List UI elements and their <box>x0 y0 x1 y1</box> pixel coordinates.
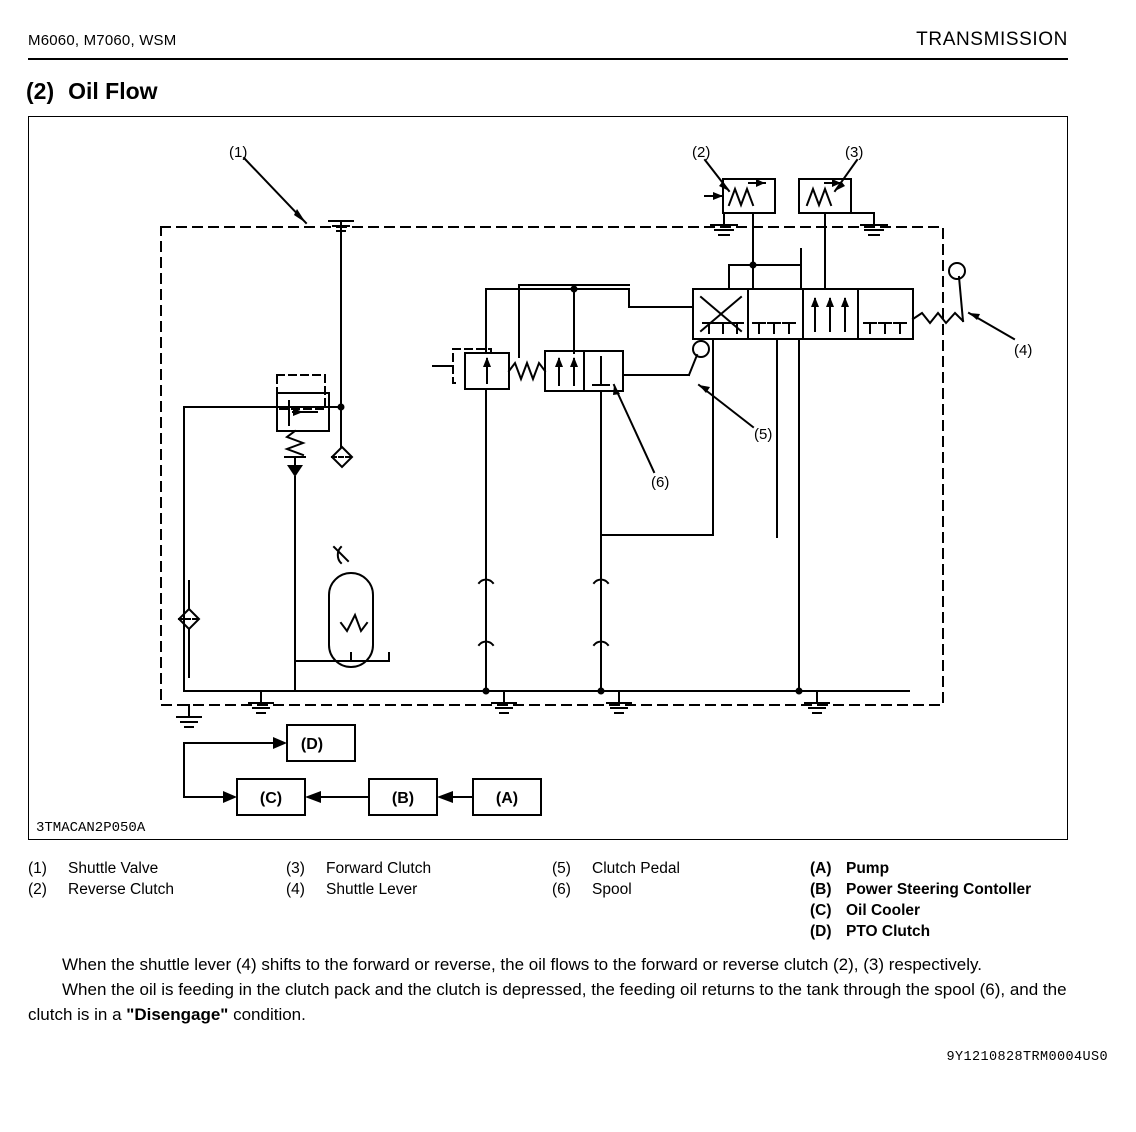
paragraph-2-part-2: condition. <box>228 1005 306 1024</box>
list-item <box>286 858 431 879</box>
legend-label: Oil Cooler <box>846 902 921 919</box>
box-a-label: (A) <box>495 790 519 807</box>
list-item <box>810 921 1031 942</box>
legend-key: (C) <box>810 902 832 919</box>
list-item <box>28 879 174 900</box>
legend-key: (6) <box>552 881 571 898</box>
legend-label: Pump <box>846 860 890 877</box>
legend-key: (4) <box>286 881 305 898</box>
document-code: 9Y1210828TRM0004US0 <box>946 1050 1108 1065</box>
callout-2-label: (2) <box>692 144 711 161</box>
list-item <box>28 858 174 879</box>
paragraph-2-part-1: When the oil is feeding in the clutch pack and the clutch is depressed, the feeding oil returns to the tank through the spool (6), and the clutch is in a <box>28 980 1067 1024</box>
legend-label: Reverse Clutch <box>68 881 174 898</box>
legend-column-2 <box>286 858 431 900</box>
legend-column-4 <box>810 858 1031 942</box>
hydraulic-circuit-figure <box>28 116 1068 840</box>
paragraph-1: When the shuttle lever (4) shifts to the forward or reverse, the oil flows to the forward or reverse clutch (2), (3) respectively. <box>62 955 982 974</box>
box-b-label: (B) <box>391 790 415 807</box>
legend-column-3 <box>552 858 680 900</box>
legend-label: Power Steering Contoller <box>846 881 1032 898</box>
page-title-label: Oil Flow <box>68 78 158 104</box>
header-model-text: M6060, M7060, WSM <box>28 32 177 49</box>
transmission-boundary <box>161 227 943 705</box>
callout-6-label: (6) <box>651 474 670 491</box>
callout-3-label: (3) <box>845 144 864 161</box>
list-item <box>810 900 1031 921</box>
legend-label: Clutch Pedal <box>592 860 680 877</box>
legend-key: (A) <box>810 860 832 877</box>
list-item <box>552 858 680 879</box>
legend-label: Forward Clutch <box>326 860 432 877</box>
list-item <box>286 879 431 900</box>
legend-label: Spool <box>592 881 632 898</box>
legend-label: PTO Clutch <box>846 923 931 940</box>
legend-label: Shuttle Valve <box>68 860 159 877</box>
legend-key: (D) <box>810 923 832 940</box>
header-section-text: TRANSMISSION <box>916 29 1068 50</box>
oil-flow-schematic <box>29 117 1069 841</box>
header-divider <box>28 58 1068 60</box>
paragraph-2 <box>28 977 1070 1027</box>
legend-key: (1) <box>28 860 47 877</box>
page-header <box>28 29 1068 60</box>
paragraph-2-emphasis: "Disengage" <box>126 1005 229 1024</box>
box-c-label: (C) <box>259 790 283 807</box>
page-title <box>26 78 158 105</box>
legend-key: (B) <box>810 881 832 898</box>
list-item <box>810 879 1031 900</box>
figure-code: 3TMACAN2P050A <box>36 820 146 836</box>
callout-1-label: (1) <box>229 144 248 161</box>
legend-column-1 <box>28 858 174 900</box>
body-text <box>28 952 1070 1027</box>
legend-label: Shuttle Lever <box>326 881 418 898</box>
box-d-label: (D) <box>300 736 324 753</box>
list-item <box>552 879 680 900</box>
page-title-number: (2) <box>26 78 55 104</box>
callout-4-label: (4) <box>1014 342 1033 359</box>
legend-key: (5) <box>552 860 571 877</box>
callout-5-label: (5) <box>754 426 773 443</box>
list-item <box>810 858 1031 879</box>
legend-key: (2) <box>28 881 47 898</box>
legend-key: (3) <box>286 860 305 877</box>
